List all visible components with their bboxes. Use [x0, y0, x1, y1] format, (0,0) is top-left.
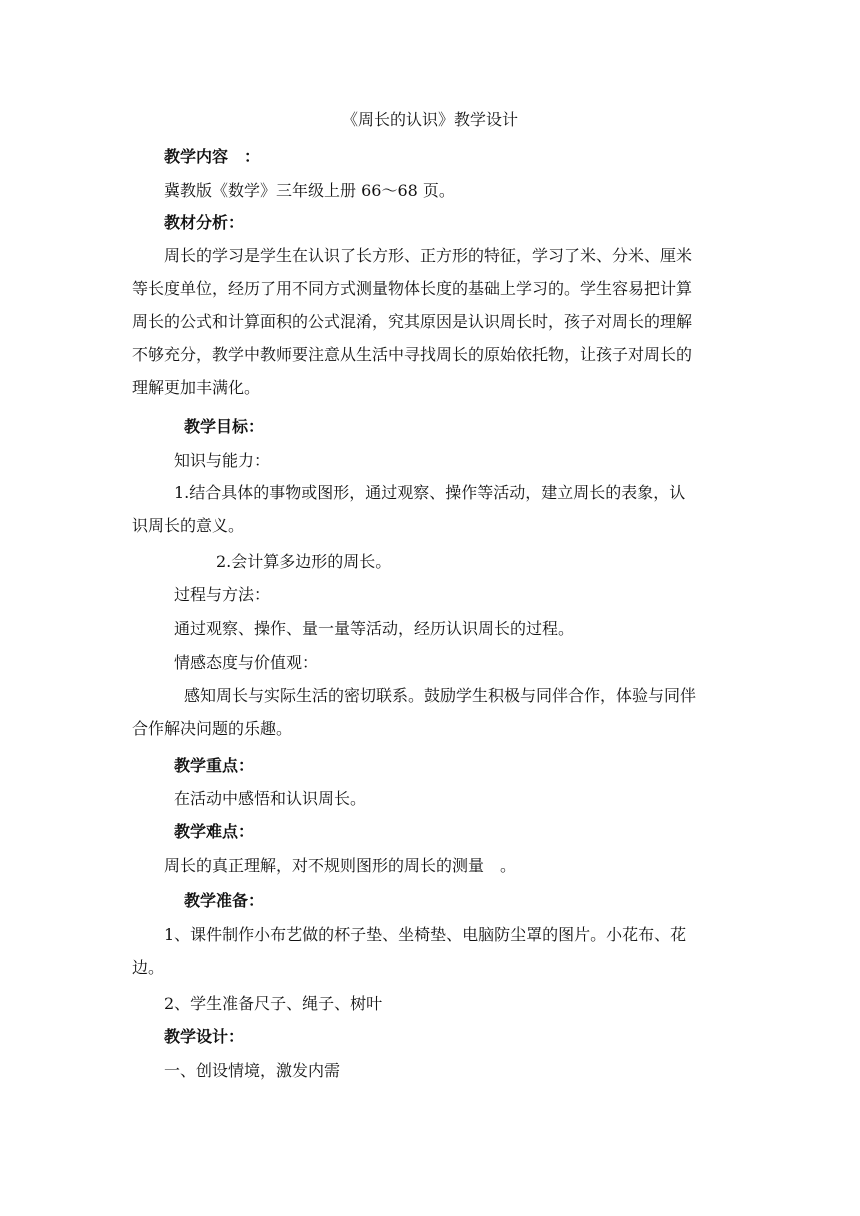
key-points-text: 在活动中感悟和认识周长。 — [174, 789, 367, 808]
design-step-1: 一、创设情境，激发内需 — [164, 1061, 341, 1080]
preparation-1-line-1: 1、课件制作小布艺做的杯子垫、坐椅垫、电脑防尘罩的图片。小花布、花 — [164, 925, 687, 944]
attitude-values-heading: 情感态度与价值观： — [174, 653, 319, 672]
knowledge-ability-heading: 知识与能力： — [174, 451, 271, 470]
analysis-line-1: 周长的学习是学生在认识了长方形、正方形的特征，学习了米、分米、厘米 — [164, 246, 693, 265]
teaching-content-text: 冀教版《数学》三年级上册 66～68 页。 — [164, 181, 455, 200]
key-points-heading: 教学重点： — [174, 756, 255, 775]
attitude-line-2: 合作解决问题的乐趣。 — [132, 719, 293, 738]
attitude-line-1: 感知周长与实际生活的密切联系。鼓励学生积极与同伴合作，体验与同伴 — [184, 686, 697, 705]
teaching-content-heading: 教学内容 ： — [164, 147, 261, 166]
goal-1-line-2: 识周长的意义。 — [132, 516, 245, 535]
goal-2: 2.会计算多边形的周长。 — [216, 552, 392, 571]
process-method-heading: 过程与方法： — [174, 585, 271, 604]
teaching-preparation-heading: 教学准备： — [184, 891, 265, 910]
analysis-line-2: 等长度单位，经历了用不同方式测量物体长度的基础上学习的。学生容易把计算 — [132, 279, 693, 298]
teaching-design-heading: 教学设计： — [164, 1027, 245, 1046]
process-method-text: 通过观察、操作、量一量等活动，经历认识周长的过程。 — [174, 619, 575, 638]
preparation-1-line-2: 边。 — [132, 958, 165, 977]
teaching-goals-heading: 教学目标： — [184, 417, 265, 436]
document-title: 《周长的认识》教学设计 — [341, 110, 518, 129]
analysis-line-4: 不够充分，教学中教师要注意从生活中寻找周长的原始依托物，让孩子对周长的 — [132, 345, 693, 364]
goal-1-line-1: 1.结合具体的事物或图形，通过观察、操作等活动，建立周长的表象，认 — [174, 483, 686, 502]
difficult-points-text: 周长的真正理解，对不规则图形的周长的测量 。 — [164, 856, 517, 875]
analysis-line-5: 理解更加丰满化。 — [132, 378, 261, 397]
preparation-2: 2、学生准备尺子、绳子、树叶 — [164, 994, 383, 1013]
analysis-line-3: 周长的公式和计算面积的公式混淆，究其原因是认识周长时，孩子对周长的理解 — [132, 312, 693, 331]
material-analysis-heading: 教材分析： — [164, 213, 245, 232]
difficult-points-heading: 教学难点： — [174, 822, 255, 841]
